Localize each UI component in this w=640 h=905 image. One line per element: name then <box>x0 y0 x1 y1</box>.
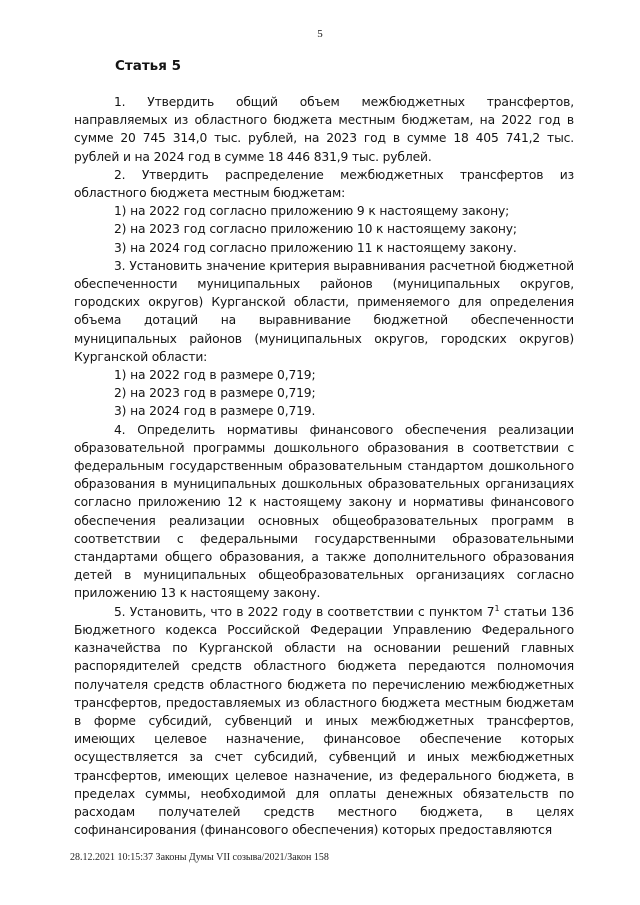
footer-stamp: 28.12.2021 10:15:37 Законы Думы VII созыва/2021/Закон 158 <box>70 852 329 863</box>
paragraph: 4. Определить нормативы финансового обеспечения реализации образовательной программы дошкольного образования в соответствии с федеральным государственным образовательным стандартом дошкольного образования в муниципальных дошкольных образовательных организациях согласно приложению 12 к настоящему закону и нормативы финансового обеспечения реализации основных общеобразовательных программ в соответствии с федеральными государственными образовательными стандартами общего образования, а также дополнительного образования детей в муниципальных общеобразовательных организациях согласно приложению 13 к настоящему закону. <box>74 422 574 601</box>
article-title: Статья 5 <box>115 58 181 74</box>
paragraph: 2. Утвердить распределение межбюджетных трансфертов из областного бюджета местным бюджетам: <box>74 167 574 201</box>
paragraph-5-start: 5. Установить, что в 2022 году в соответствии с пунктом 7 <box>114 604 495 619</box>
list-item: 3) на 2024 год согласно приложению 11 к настоящему закону. <box>114 240 517 255</box>
superscript: 1 <box>494 603 500 613</box>
list-item: 1) на 2022 год в размере 0,719; <box>114 368 316 383</box>
paragraph-5 <box>74 603 574 840</box>
paragraph: 1. Утвердить общий объем межбюджетных трансфертов, направляемых из областного бюджета местным бюджетам, на 2022 год в сумме 20 745 314,0 тыс. рублей, на 2023 год в сумме 18 405 741,2 тыс. рублей и на 2024 год в сумме 18 446 831,9 тыс. рублей. <box>74 95 574 164</box>
paragraph: 3. Установить значение критерия выравнивания расчетной бюджетной обеспеченности муниципальных районов (муниципальных округов, городских округов) Курганской области, применяемого для определения объема дотаций на выравнивание бюджетной обеспеченности муниципальных районов (муниципальных округов, городских округов) Курганской области: <box>74 258 574 364</box>
list-item: 1) на 2022 год согласно приложению 9 к настоящему закону; <box>114 204 510 219</box>
list-item: 3) на 2024 год в размере 0,719. <box>114 404 316 419</box>
list-item: 2) на 2023 год в размере 0,719; <box>114 386 316 401</box>
paragraph-5-rest: статьи 136 Бюджетного кодекса Российской Федерации Управлению Федерального казначейства по Курганской области на основании решений главных распорядителей средств областного бюджета передаются полномочия получателя средств областного бюджета по перечислению межбюджетных трансфертов, предоставляемых из областного бюджета местным бюджетам в форме субсидий, субвенций и иных межбюджетных трансфертов, имеющих целевое назначение, финансовое обеспечение которых осуществляется за счет субсидий, субвенций и иных межбюджетных трансфертов, имеющих целевое назначение, из федерального бюджета, в пределах суммы, необходимой для оплаты денежных обязательств по расходам получателей средств местного бюджета, в целях софинансирования (финансового обеспечения) которых предоставляются <box>74 604 574 838</box>
list-item: 2) на 2023 год согласно приложению 10 к настоящему закону; <box>114 222 517 237</box>
document-body <box>74 93 574 839</box>
page-number: 5 <box>317 28 323 40</box>
